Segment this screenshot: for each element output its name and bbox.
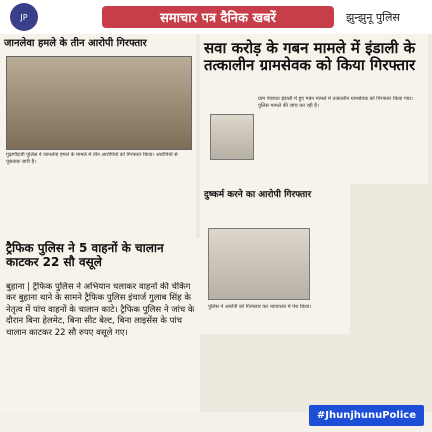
article-3-body: पुलिस ने आरोपी को गिरफ्तार कर न्यायालय में पेश किया।: [208, 304, 312, 310]
article-4: [0, 238, 200, 412]
top-banner: [0, 0, 432, 34]
article-1-body: गुढ़ागौड़जी पुलिस ने जानलेवा हमले के मामले में तीन आरोपियों को गिरफ्तार किया। आरोपियों से पूछताछ जारी है।: [6, 152, 178, 165]
article-column-right: [200, 34, 428, 184]
newspaper-clipping: [0, 34, 432, 412]
article-3-photo: [208, 228, 310, 300]
article-2-headline: सवा करोड़ के गबन मामले में इंडाली के तत्कालीन ग्रामसेवक को किया गिरफ्तार: [204, 39, 416, 75]
article-1-photo: [6, 56, 192, 150]
article-column-left: [0, 34, 196, 254]
hashtag-badge: #JhunjhunuPolice: [309, 405, 424, 426]
article-3-headline: दुष्कर्म करने का आरोपी गिरफ्तार: [204, 190, 312, 200]
article-2-photo: [210, 114, 254, 160]
article-2-body: ग्राम पंचायत इंडाली में हुए गबन मामले में तत्कालीन ग्रामसेवक को गिरफ्तार किया गया। पुलिस मामले की जांच कर रही है।: [258, 96, 413, 109]
page-title: समाचार पत्र दैनिक खबरें: [102, 6, 334, 28]
police-emblem-icon: JP: [10, 3, 38, 31]
article-4-body: बुहाना | ट्रैफिक पुलिस ने अभियान चलाकर वाहनों की चेकिंग कर बुहाना थाने के सामने ट्रैफिक पुलिस इंचार्ज गुलाब सिंह के नेतृत्व में पांच वाहनों के चालान काटे। ट्रैफिक पुलिस ने जांच के दौरान बिना हेलमेट, बिना सीट बेल्ट, बिना लाइसेंस के पांच चालान काटकर 22 सौ रुपए वसूले गए।: [6, 282, 195, 338]
article-1-headline: जानलेवा हमले के तीन आरोपी गिरफ्तार: [4, 38, 147, 49]
article-4-headline: ट्रैफिक पुलिस ने 5 वाहनों के चालान काटकर 22 सौ वसूले: [6, 241, 164, 269]
department-name: झुन्झुनू पुलिस: [346, 11, 400, 24]
article-3: [200, 184, 350, 334]
